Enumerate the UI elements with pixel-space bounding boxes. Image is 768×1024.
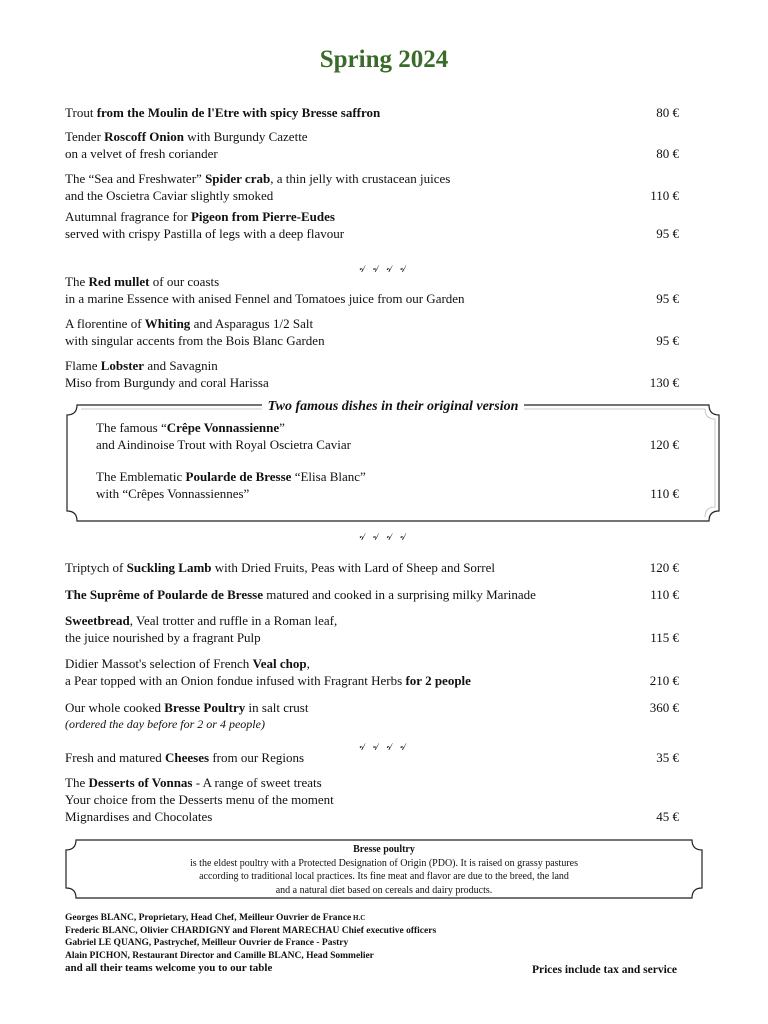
- dish-highlight: Poularde de Bresse: [185, 469, 292, 484]
- dish-text: “Elisa Blanc”: [291, 469, 366, 484]
- section-separator: ৵ ৵ ৵ ৵: [359, 741, 409, 753]
- dish-note: (ordered the day before for 2 or 4 people): [65, 717, 265, 731]
- credit-suffix: H.C: [351, 914, 366, 922]
- dish-text: the juice nourished by a fragrant Pulp: [65, 630, 261, 645]
- menu-item: [65, 699, 679, 733]
- dish-line: [65, 128, 679, 145]
- dish-price: 115 €: [650, 630, 679, 645]
- dish-text: and Asparagus 1/2 Salt: [190, 316, 314, 331]
- credit-line: Gabriel LE QUANG, Pastrychef, Meilleur Ouvrier de France - Pastry: [65, 938, 349, 948]
- dish-text: Autumnal fragrance for: [65, 209, 191, 224]
- dish-line: [65, 699, 679, 716]
- dish-text: Fresh and matured: [65, 750, 166, 765]
- menu-item: [65, 749, 679, 766]
- dish-text: from our Regions: [209, 750, 305, 765]
- dish-price: 35 €: [656, 750, 679, 765]
- menu-item: [65, 273, 679, 307]
- dish-price: 80 €: [656, 105, 679, 120]
- dish-line: [65, 273, 679, 290]
- menu-item: [65, 774, 679, 825]
- note-line: and a natural diet based on cereals and dairy products.: [275, 884, 493, 896]
- dish-text: A florentine of: [65, 316, 145, 331]
- dish-text: Flame: [65, 358, 101, 373]
- dish-line: [65, 791, 679, 808]
- dish-price: 130 €: [649, 375, 679, 390]
- dish-text: a Pear topped with an Onion fondue infused with Fragrant Herbs: [65, 673, 406, 688]
- dish-highlight: Suckling Lamb: [126, 560, 212, 575]
- menu-item: [65, 612, 679, 646]
- dish-line: [65, 104, 679, 121]
- dish-text: Didier Massot's selection of French: [65, 656, 253, 671]
- dish-text: and Savagnin: [144, 358, 218, 373]
- dish-price: 95 €: [656, 333, 679, 348]
- dish-line: [65, 655, 679, 672]
- dish-price: 120 €: [649, 437, 679, 452]
- dish-line: [65, 357, 679, 374]
- dish-text: Tender: [65, 129, 105, 144]
- dish-line: [65, 290, 679, 307]
- dish-line: [65, 332, 679, 349]
- dish-line: [65, 208, 679, 225]
- menu-item: [96, 468, 679, 502]
- dish-text: Mignardises and Chocolates: [65, 809, 213, 824]
- menu-item: [96, 419, 679, 453]
- dish-highlight: Spider crab: [205, 171, 271, 186]
- dish-text: matured and cooked in a surprising milky Marinade: [263, 587, 536, 602]
- note-title: Bresse poultry: [353, 844, 415, 855]
- dish-highlight: Crêpe Vonnassienne: [166, 420, 280, 435]
- dish-line: [65, 145, 679, 162]
- dish-highlight: Desserts of Vonnas: [88, 775, 193, 790]
- credit-line: Georges BLANC, Proprietary, Head Chef, Meilleur Ouvrier de France H.C: [65, 913, 366, 923]
- dish-line: [65, 629, 679, 646]
- dish-line: [65, 187, 679, 204]
- dish-text: in salt crust: [245, 700, 309, 715]
- note-line: according to traditional local practices. Its fine meat and flavor are due to the breed, the land: [199, 871, 569, 882]
- dish-line: [65, 774, 679, 791]
- dish-text: with “Crêpes Vonnassiennes”: [96, 486, 250, 501]
- menu-title: Spring 2024: [319, 46, 449, 73]
- dish-text: with singular accents from the Bois Blanc Garden: [65, 333, 325, 348]
- dish-highlight: Bresse Poultry: [164, 700, 246, 715]
- dish-text: The famous “: [96, 420, 167, 435]
- dish-price: 95 €: [656, 226, 679, 241]
- dish-text: ”: [279, 420, 285, 435]
- dish-text: - A range of sweet treats: [192, 775, 322, 790]
- dish-price: 80 €: [656, 146, 679, 161]
- menu-item: [65, 586, 679, 603]
- dish-text: served with crispy Pastilla of legs with a deep flavour: [65, 226, 345, 241]
- dish-text: with Dried Fruits, Peas with Lard of Sheep and Sorrel: [211, 560, 495, 575]
- dish-price: 95 €: [656, 291, 679, 306]
- dish-highlight: Whiting: [144, 316, 191, 331]
- dish-highlight: from the Moulin de l'Etre with spicy Bresse saffron: [93, 105, 381, 120]
- dish-highlight: for 2 people: [405, 673, 471, 688]
- dish-highlight: Red mullet: [88, 274, 150, 289]
- dish-line: [96, 485, 679, 502]
- credit-line: Alain PICHON, Restaurant Director and Camille BLANC, Head Sommelier: [65, 950, 374, 961]
- welcome-line: and all their teams welcome you to our table: [65, 962, 273, 974]
- dish-price: 120 €: [649, 560, 679, 575]
- dish-text: Miso from Burgundy and coral Harissa: [65, 375, 269, 390]
- bresse-note: [80, 843, 688, 897]
- dish-text: , a thin jelly with crustacean juices: [270, 171, 451, 186]
- dish-highlight: Veal chop: [252, 656, 307, 671]
- dish-price: 45 €: [656, 809, 679, 824]
- dish-text: and the Oscietra Caviar slightly smoked: [65, 188, 274, 203]
- note-line: is the eldest poultry with a Protected Designation of Origin (PDO). It is raised on grassy pastures: [190, 857, 578, 869]
- menu-item: [65, 655, 679, 689]
- dish-price: 360 €: [649, 700, 679, 715]
- dish-text: in a marine Essence with anised Fennel and Tomatoes juice from our Garden: [65, 291, 465, 306]
- dish-line: [96, 468, 679, 485]
- menu-item: [65, 170, 679, 204]
- menu-item: [65, 559, 679, 576]
- dish-text: on a velvet of fresh coriander: [65, 146, 218, 161]
- dish-text: with Burgundy Cazette: [183, 129, 308, 144]
- menu-item: [65, 104, 679, 121]
- dish-text: , Veal trotter and ruffle in a Roman leaf,: [129, 613, 338, 628]
- dish-price: 110 €: [650, 188, 679, 203]
- dish-line: [65, 170, 679, 187]
- dish-text: Triptych of: [65, 560, 127, 575]
- menu-item: [65, 208, 679, 242]
- dish-text: The Emblematic: [96, 469, 186, 484]
- section-separator: ৵ ৵ ৵ ৵: [359, 263, 409, 275]
- dish-highlight: Sweetbread: [65, 613, 130, 628]
- dish-text: The: [65, 775, 89, 790]
- credit-line: Frederic BLANC, Olivier CHARDIGNY and Florent MARECHAU Chief executive officers: [65, 925, 437, 936]
- dish-highlight: Lobster: [100, 358, 145, 373]
- dish-line: [65, 586, 679, 603]
- dish-line: [65, 374, 679, 391]
- menu-item: [65, 315, 679, 349]
- dish-text: and Aindinoise Trout with Royal Oscietra Caviar: [96, 437, 351, 452]
- dish-highlight: Roscoff Onion: [104, 129, 184, 144]
- dish-line: [65, 808, 679, 825]
- dish-line: [65, 749, 679, 766]
- dish-line: [65, 559, 679, 576]
- dish-line: [65, 612, 679, 629]
- staff-credits: [65, 912, 436, 975]
- dish-line: [65, 672, 679, 689]
- dish-text: Our whole cooked: [65, 700, 165, 715]
- menu-item: [65, 128, 679, 162]
- dish-text: The “Sea and Freshwater”: [65, 171, 206, 186]
- famous-box-title: Two famous dishes in their original version: [65, 399, 721, 415]
- dish-line: [65, 315, 679, 332]
- dish-price: 110 €: [650, 486, 679, 501]
- section-separator: ৵ ৵ ৵ ৵: [359, 531, 409, 543]
- dish-highlight: Cheeses: [165, 750, 210, 765]
- dish-price: 110 €: [650, 587, 679, 602]
- dish-text: ,: [306, 656, 310, 671]
- dish-highlight: The Suprême of Poularde de Bresse: [65, 587, 263, 602]
- dish-line: [96, 419, 679, 436]
- dish-line: [96, 436, 679, 453]
- dish-price: 210 €: [649, 673, 679, 688]
- dish-text: The: [65, 274, 89, 289]
- dish-text: of our coasts: [149, 274, 220, 289]
- dish-line: [65, 225, 679, 242]
- prices-note: Prices include tax and service: [531, 964, 677, 976]
- dish-highlight: Pigeon from Pierre-Eudes: [190, 209, 335, 224]
- menu-item: [65, 357, 679, 391]
- dish-text: Your choice from the Desserts menu of the moment: [65, 792, 334, 807]
- dish-text: Trout: [65, 105, 94, 120]
